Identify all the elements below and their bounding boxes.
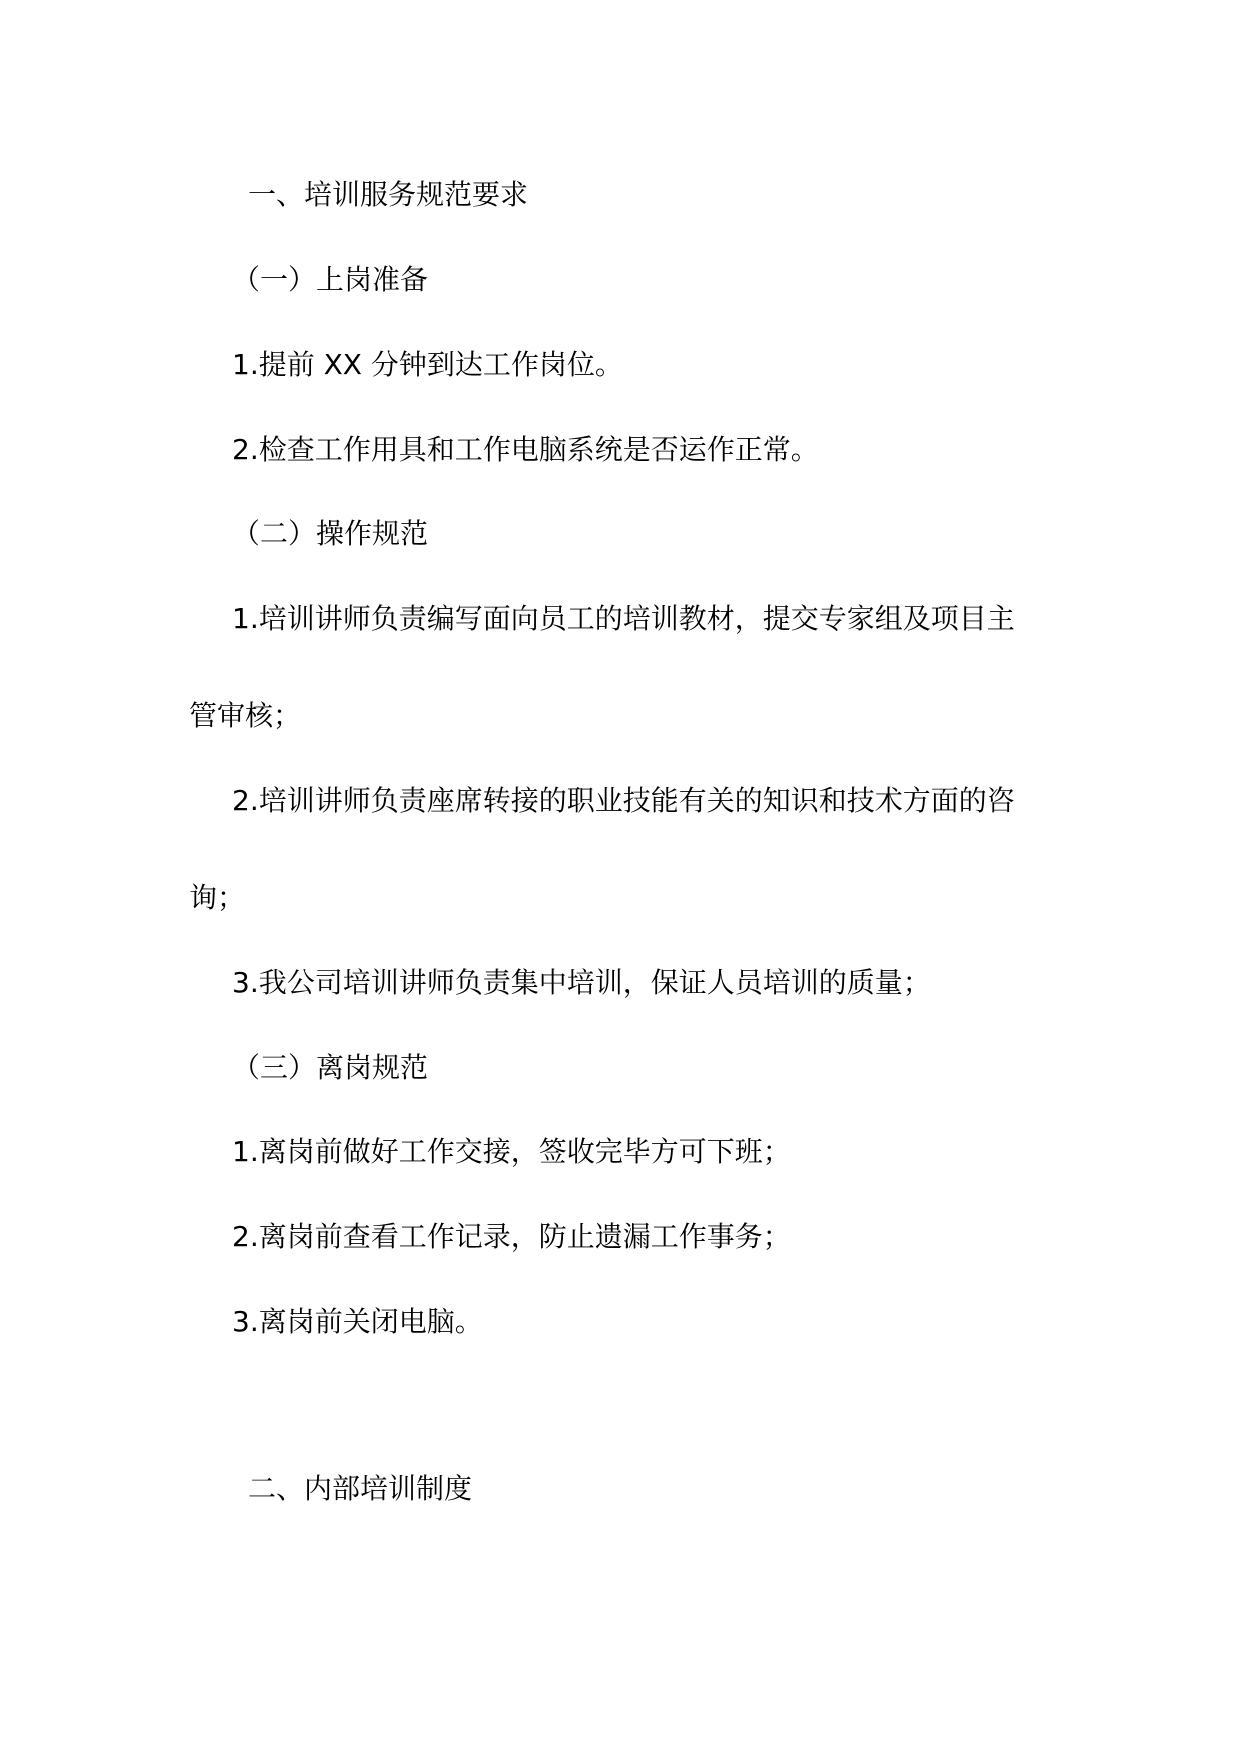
subsection-2-heading: （二）操作规范 [232,517,429,550]
list-item: 1.离岗前做好工作交接，签收完毕方可下班； [232,1135,791,1168]
list-item: 1.提前 XX 分钟到达工作岗位。 [232,348,623,381]
list-item: 3.我公司培训讲师负责集中培训，保证人员培训的质量； [232,966,931,999]
subsection-3-heading: （三）离岗规范 [232,1051,429,1084]
list-item: 1.培训讲师负责编写面向员工的培训教材，提交专家组及项目主 [232,602,1015,635]
section-2-heading: 二、内部培训制度 [248,1472,473,1505]
list-item-continuation: 询； [189,881,246,914]
subsection-1-heading: （一）上岗准备 [232,263,429,296]
list-item: 2.离岗前查看工作记录，防止遗漏工作事务； [232,1220,791,1253]
list-item: 2.检查工作用具和工作电脑系统是否运作正常。 [232,433,819,466]
section-1-heading: 一、培训服务规范要求 [248,178,529,211]
list-item: 3.离岗前关闭电脑。 [232,1305,483,1338]
list-item-continuation: 管审核； [189,699,302,732]
list-item: 2.培训讲师负责座席转接的职业技能有关的知识和技术方面的咨 [232,784,1015,817]
